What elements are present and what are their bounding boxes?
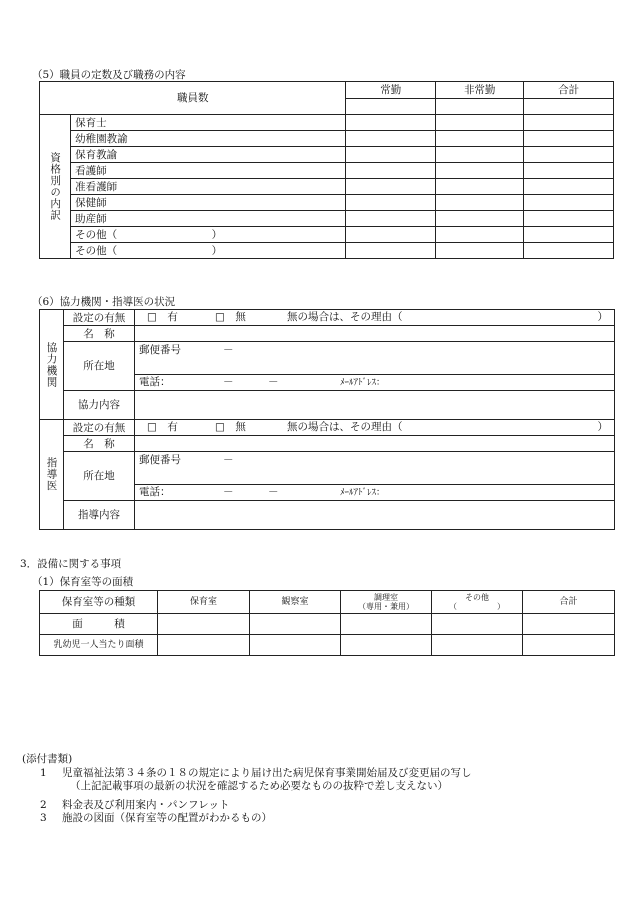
name-field[interactable] <box>135 326 615 342</box>
section-3-1-title: （1）保育室等の面積 <box>32 576 134 588</box>
room-type-header: 保育室等の種類 <box>40 591 158 614</box>
cell[interactable] <box>524 147 614 163</box>
reason-close: ） <box>597 311 608 323</box>
staff-count-header: 職員数 <box>40 82 346 115</box>
cell[interactable] <box>250 614 341 635</box>
col-total: 合計 <box>524 82 614 99</box>
cell[interactable] <box>346 147 436 163</box>
cell[interactable] <box>436 211 524 227</box>
phone-row[interactable] <box>135 485 615 501</box>
phone-label: 電話： <box>139 376 171 388</box>
attachment-3-number: 3 <box>40 812 47 824</box>
phone-dash-2: － <box>268 376 279 388</box>
postal-dash: － <box>223 454 234 466</box>
checkbox-no[interactable]: □ 無 <box>215 421 246 433</box>
row-label-josanshi: 助産師 <box>71 211 346 227</box>
email-label: ﾒｰﾙｱﾄﾞﾚｽ： <box>340 488 386 498</box>
cell[interactable] <box>436 179 524 195</box>
phone-row[interactable] <box>135 375 615 391</box>
postal-dash: － <box>223 344 234 356</box>
cell[interactable] <box>524 227 614 243</box>
cell[interactable] <box>523 614 615 635</box>
checkbox-yes[interactable]: □ 有 <box>147 311 178 323</box>
total-total-cell[interactable] <box>524 98 614 115</box>
cell[interactable] <box>436 147 524 163</box>
supervising-doctor-label: 指導医 <box>40 420 64 530</box>
row-label-junkangoshi: 准看護師 <box>71 179 346 195</box>
postal-label: 郵便番号 <box>139 454 181 466</box>
cell[interactable] <box>523 635 615 656</box>
kitchen-label: 調理室 <box>374 593 398 602</box>
section-5-title: （5）職員の定数及び職務の内容 <box>32 69 186 81</box>
cell[interactable] <box>436 163 524 179</box>
other-label: その他 <box>465 593 489 602</box>
content-field[interactable] <box>135 501 615 530</box>
phone-dash-2: － <box>268 486 279 498</box>
name-field[interactable] <box>135 436 615 452</box>
postal-label: 郵便番号 <box>139 344 181 356</box>
cell[interactable] <box>346 163 436 179</box>
col-total: 合計 <box>523 591 615 614</box>
attachment-2-text: 料金表及び利用案内・パンフレット <box>62 799 230 811</box>
cell[interactable] <box>341 635 432 656</box>
kitchen-sub-label: （専用・兼用） <box>358 602 414 611</box>
setting-label: 設定の有無 <box>64 420 135 436</box>
content-label: 協力内容 <box>64 391 135 420</box>
cell[interactable] <box>346 115 436 131</box>
cell[interactable] <box>524 243 614 259</box>
other-sub-label: （ ） <box>449 602 505 611</box>
cell[interactable] <box>250 635 341 656</box>
cell[interactable] <box>346 227 436 243</box>
cell[interactable] <box>158 635 250 656</box>
col-other <box>432 591 523 614</box>
reason-label: 無の場合は、その理由（ <box>287 421 403 433</box>
attachments-title: (添付書類) <box>22 753 73 765</box>
col-parttime: 非常勤 <box>436 82 524 99</box>
attachment-3-text: 施設の図面（保育室等の配置がわかるもの） <box>62 812 272 824</box>
reason-close: ） <box>597 421 608 433</box>
cell[interactable] <box>158 614 250 635</box>
row-label-hoikukyoyu: 保育教諭 <box>71 147 346 163</box>
qualification-breakdown-label: 資格別の内訳 <box>40 115 71 259</box>
section-3-title: 3．設備に関する事項 <box>20 558 122 570</box>
staff-table <box>39 81 614 259</box>
setting-label: 設定の有無 <box>64 310 135 326</box>
cell[interactable] <box>346 131 436 147</box>
attachment-2-number: 2 <box>40 799 47 811</box>
cell[interactable] <box>524 163 614 179</box>
phone-dash-1: － <box>223 376 234 388</box>
cell[interactable] <box>341 614 432 635</box>
cell[interactable] <box>524 211 614 227</box>
checkbox-no[interactable]: □ 無 <box>215 311 246 323</box>
cell[interactable] <box>436 243 524 259</box>
area-row-label: 面 積 <box>40 614 158 635</box>
phone-dash-1: － <box>223 486 234 498</box>
section-6-title: （6）協力機関・指導医の状況 <box>32 296 176 308</box>
cooperation-table <box>39 309 615 530</box>
content-field[interactable] <box>135 391 615 420</box>
cell[interactable] <box>524 115 614 131</box>
row-label-youchien: 幼稚園教諭 <box>71 131 346 147</box>
attachment-1-text: 児童福祉法第３４条の１８の規定により届け出た病児保育事業開始届及び変更届の写し <box>62 767 472 779</box>
col-fulltime: 常勤 <box>346 82 436 99</box>
phone-label: 電話： <box>139 486 171 498</box>
cell[interactable] <box>524 131 614 147</box>
checkbox-yes[interactable]: □ 有 <box>147 421 178 433</box>
row-label-hoikushi: 保育士 <box>71 115 346 131</box>
cell[interactable] <box>436 131 524 147</box>
cell[interactable] <box>524 179 614 195</box>
row-label-other-1: その他（ ） <box>71 227 346 243</box>
address-field[interactable] <box>135 342 615 375</box>
address-label: 所在地 <box>64 452 135 501</box>
cell[interactable] <box>346 179 436 195</box>
col-observation-room: 観察室 <box>250 591 341 614</box>
cell[interactable] <box>436 115 524 131</box>
facility-area-table <box>39 590 615 656</box>
cell[interactable] <box>346 243 436 259</box>
cell[interactable] <box>346 211 436 227</box>
row-label-other-2: その他（ ） <box>71 243 346 259</box>
attachment-1-number: 1 <box>40 767 47 779</box>
content-label: 指導内容 <box>64 501 135 530</box>
address-label: 所在地 <box>64 342 135 391</box>
col-kitchen <box>341 591 432 614</box>
cooperating-institution-label: 協力機関 <box>40 310 64 420</box>
cell[interactable] <box>432 635 523 656</box>
cell[interactable] <box>436 195 524 211</box>
address-field[interactable] <box>135 452 615 485</box>
row-label-hokenshi: 保健師 <box>71 195 346 211</box>
email-label: ﾒｰﾙｱﾄﾞﾚｽ： <box>340 378 386 388</box>
cell[interactable] <box>524 195 614 211</box>
row-label-kangoshi: 看護師 <box>71 163 346 179</box>
cell[interactable] <box>432 614 523 635</box>
name-label: 名 称 <box>64 436 135 452</box>
cell[interactable] <box>436 227 524 243</box>
per-child-area-label: 乳幼児一人当たり面積 <box>40 635 158 656</box>
cell[interactable] <box>346 195 436 211</box>
col-nursery-room: 保育室 <box>158 591 250 614</box>
parttime-total-cell[interactable] <box>436 98 524 115</box>
attachment-1-note: （上記記載事項の最新の状況を確認するため必要なものの抜粋で差し支えない） <box>70 780 448 792</box>
name-label: 名 称 <box>64 326 135 342</box>
setting-row <box>135 310 615 326</box>
setting-row <box>135 420 615 436</box>
reason-label: 無の場合は、その理由（ <box>287 311 403 323</box>
fulltime-total-cell[interactable] <box>346 98 436 115</box>
